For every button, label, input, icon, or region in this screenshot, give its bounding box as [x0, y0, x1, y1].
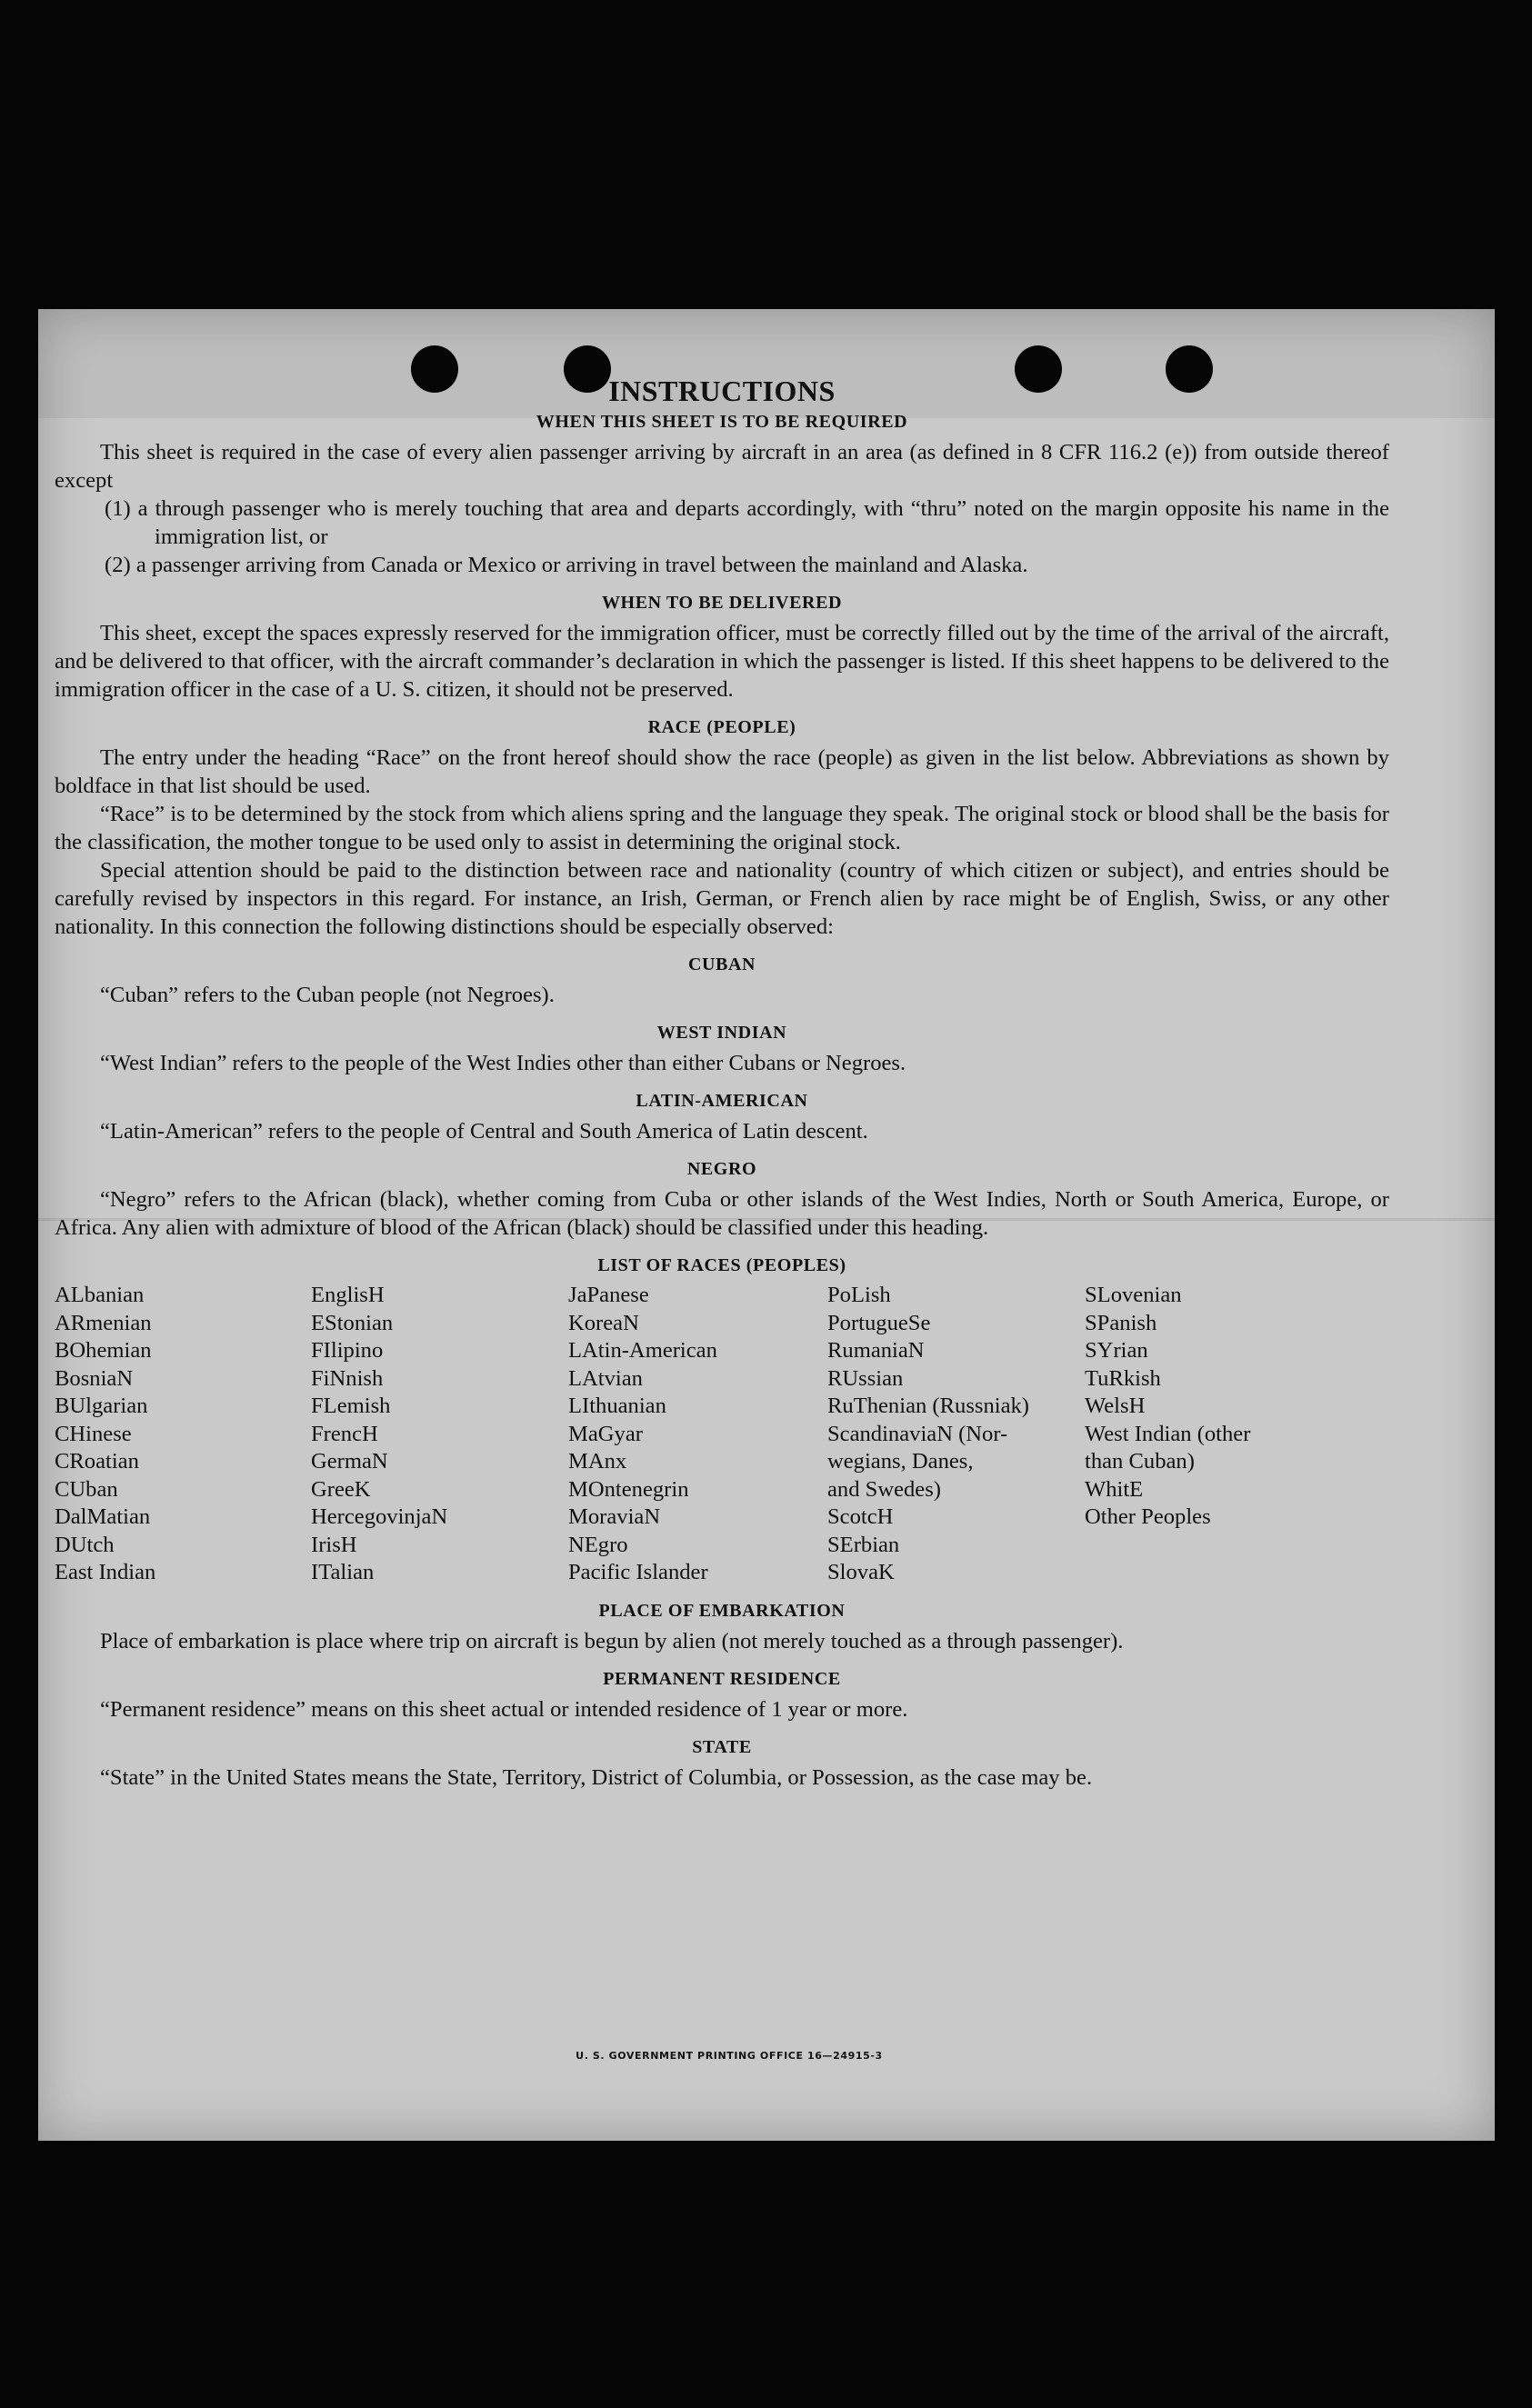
heading-place-of-embarkation: PLACE OF EMBARKATION — [598, 1600, 846, 1621]
race-entry: FLemish — [311, 1394, 391, 1418]
races-column-5 — [1085, 1282, 1389, 1587]
races-column-2 — [311, 1282, 568, 1587]
west-indian-text: “West Indian” refers to the people of the West Indies other than either Cubans or Negroes. — [100, 1051, 906, 1075]
state-text: “State” in the United States means the State, Territory, District of Columbia, or Possession, as the case may be. — [100, 1764, 1093, 1790]
heading-list-of-races: LIST OF RACES (PEOPLES) — [597, 1255, 846, 1275]
race-entry: HercegovinjaN — [311, 1504, 448, 1529]
race-entry: BOhemian — [55, 1338, 152, 1363]
race-entry: SYrian — [1085, 1338, 1148, 1363]
race-entry: GreeK — [311, 1476, 371, 1502]
race-entry: DUtch — [55, 1532, 115, 1557]
race-entry: SPanish — [1085, 1310, 1157, 1335]
race-entry: CHinese — [55, 1421, 132, 1446]
heading-latin-american: LATIN-AMERICAN — [636, 1091, 808, 1111]
race-entry: RuThenian (Russniak) — [827, 1394, 1029, 1418]
race-entry: Other Peoples — [1085, 1504, 1211, 1529]
race-entry-continued: and Swedes) — [827, 1476, 941, 1502]
delivered-text: This sheet, except the spaces expressly reserved for the immigration officer, must be correctly filled out by the time of the arrival of the aircraft, and be delivered to that officer, with the aircraft commander’s declaration in which the passenger is listed. If this sheet happens to be delivered to the immigration officer in the case of a U. S. citizen, it should not be preserved. — [55, 621, 1389, 702]
race-entry: RUssian — [827, 1365, 904, 1391]
race-entry: TuRkish — [1085, 1365, 1161, 1391]
heading-permanent-residence: PERMANENT RESIDENCE — [603, 1668, 841, 1689]
race-entry: WhitE — [1085, 1476, 1144, 1502]
race-entry: PortugueSe — [827, 1310, 931, 1335]
race-entry: WelsH — [1085, 1394, 1146, 1418]
race-entry: EStonian — [311, 1310, 394, 1335]
races-column-3 — [568, 1282, 827, 1587]
negro-text: “Negro” refers to the African (black), whether coming from Cuba or other islands of the West Indies, North or South America, Europe, or Africa. Any alien with admixture of blood of the African (black) should be classified under this heading. — [55, 1187, 1389, 1240]
race-entry: SLovenian — [1085, 1283, 1182, 1307]
heading-race: RACE (PEOPLE) — [647, 717, 796, 737]
race-entry: BUlgarian — [55, 1394, 148, 1418]
document-sheet — [38, 309, 1495, 2141]
race-entry: ALbanian — [55, 1283, 145, 1307]
race-entry: PoLish — [827, 1283, 891, 1307]
heading-west-indian: WEST INDIAN — [656, 1023, 787, 1043]
race-entry-continued: than Cuban) — [1085, 1449, 1195, 1474]
race-entry: GermaN — [311, 1449, 388, 1474]
page-title: INSTRUCTIONS — [608, 375, 836, 407]
race-entry: Pacific Islander — [568, 1560, 708, 1584]
race-entry: NEgro — [568, 1532, 628, 1557]
race-entry-continued: wegians, Danes, — [827, 1449, 974, 1474]
race-entry: BosniaN — [55, 1365, 134, 1391]
race-entry: FrencH — [311, 1421, 378, 1446]
heading-cuban: CUBAN — [687, 954, 756, 974]
heading-negro: NEGRO — [686, 1159, 757, 1179]
required-item-2: (2) a passenger arriving from Canada or Mexico or arriving in travel between the mainland and Alaska. — [105, 553, 1028, 577]
cuban-text: “Cuban” refers to the Cuban people (not Negroes). — [100, 983, 555, 1007]
race-entry: RumaniaN — [827, 1338, 925, 1363]
residence-text: “Permanent residence” means on this sheet actual or intended residence of 1 year or more. — [100, 1696, 908, 1722]
race-entry: ScandinaviaN (Nor- — [827, 1421, 1008, 1446]
race-entry: FiNnish — [311, 1365, 384, 1391]
race-entry: JaPanese — [568, 1283, 649, 1307]
race-entry: LAtin-American — [568, 1338, 717, 1363]
race-entry: CRoatian — [55, 1449, 139, 1474]
race-paragraph-2: “Race” is to be determined by the stock from which aliens spring and the language they speak. The original stock or blood shall be the basis for the classification, the mother tongue to be used only to assist in determining the original stock. — [55, 802, 1389, 854]
race-entry: ScotcH — [827, 1504, 894, 1529]
embarkation-text: Place of embarkation is place where trip on aircraft is begun by alien (not merely touched as a through passenger). — [100, 1628, 1124, 1654]
race-entry: EnglisH — [311, 1283, 385, 1307]
race-entry: East Indian — [55, 1560, 156, 1584]
latin-american-text: “Latin-American” refers to the people of Central and South America of Latin descent. — [100, 1119, 868, 1144]
race-entry: ARmenian — [55, 1310, 152, 1335]
heading-state: STATE — [692, 1736, 752, 1757]
required-item-1: (1) a through passenger who is merely touching that area and departs accordingly, with “thru” noted on the margin opposite his name in the immigration list, or — [105, 496, 1389, 549]
race-entry: SlovaK — [827, 1560, 895, 1584]
race-entry: LIthuanian — [568, 1394, 666, 1418]
heading-when-required: WHEN THIS SHEET IS TO BE REQUIRED — [536, 412, 908, 432]
races-list — [55, 1282, 1389, 1587]
races-column-1 — [55, 1282, 311, 1587]
race-entry: ITalian — [311, 1560, 375, 1584]
instructions-body — [55, 375, 1389, 1792]
required-intro: This sheet is required in the case of every alien passenger arriving by aircraft in an area (as defined in 8 CFR 116.2 (e)) from outside thereof except — [55, 440, 1389, 493]
races-column-4 — [827, 1282, 1085, 1587]
race-entry: MOntenegrin — [568, 1476, 689, 1502]
heading-when-delivered: WHEN TO BE DELIVERED — [601, 593, 843, 613]
race-paragraph-3: Special attention should be paid to the distinction between race and nationality (country of which citizen or subject), and entries should be carefully revised by inspectors in this regard. For instance, an Irish, German, or French alien by race might be of English, Swiss, or any other nationality. In this connection the following distinctions should be especially observed: — [55, 858, 1389, 939]
race-entry: LAtvian — [568, 1365, 643, 1391]
race-entry: MoraviaN — [568, 1504, 661, 1529]
race-entry: SErbian — [827, 1532, 900, 1557]
race-entry: MAnx — [568, 1449, 627, 1474]
race-entry: KoreaN — [568, 1310, 639, 1335]
race-entry: DalMatian — [55, 1504, 151, 1529]
printing-office-footer: U. S. GOVERNMENT PRINTING OFFICE 16—24915-3 — [576, 2050, 883, 2062]
race-entry: MaGyar — [568, 1421, 643, 1446]
race-entry: IrisH — [311, 1532, 357, 1557]
race-paragraph-1: The entry under the heading “Race” on the front hereof should show the race (people) as given in the list below. Abbreviations as shown by boldface in that list should be used. — [55, 745, 1389, 798]
race-entry: CUban — [55, 1476, 118, 1502]
race-entry: West Indian (other — [1085, 1421, 1251, 1446]
race-entry: FIlipino — [311, 1338, 384, 1363]
